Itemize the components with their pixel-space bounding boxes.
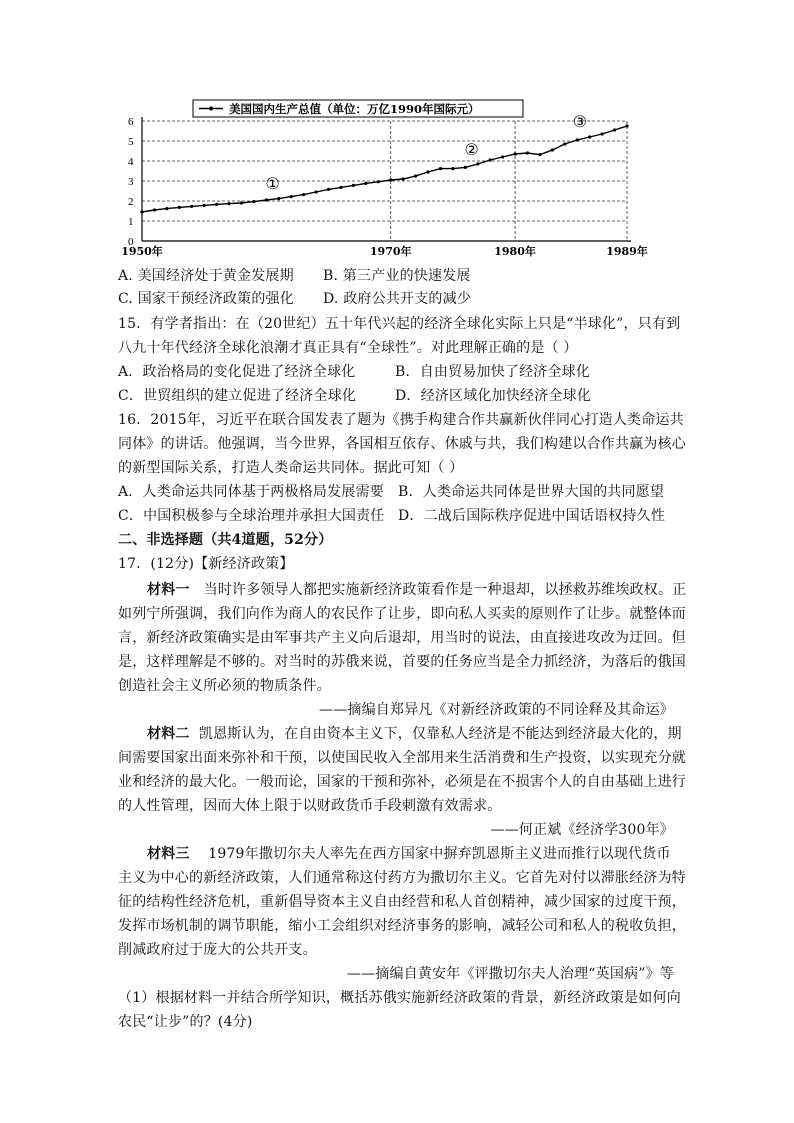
section-heading: 二、非选择题（共4道题，52分） xyxy=(118,532,333,548)
data-point xyxy=(563,142,566,145)
data-point xyxy=(339,186,342,189)
data-point xyxy=(513,152,516,155)
data-point xyxy=(277,197,280,200)
data-point xyxy=(265,198,268,201)
q16-option-b: B．人类命运共同体是世界大国的共同愿望 xyxy=(398,484,665,500)
series-line xyxy=(142,126,627,212)
q14-option-d: D. 政府公共开支的减少 xyxy=(323,291,472,307)
q16-option-c: C．中国积极参与全球治理并承担大国责任 xyxy=(118,508,385,524)
material-3-text: 1979年撒切尔夫人率先在西方国家中摒弃凯恩斯主义进而推行以现代货币 xyxy=(208,846,671,862)
material-2-line-2: 间需要国家出面来弥补和干预，以使国民收入全部用来生活消费和生产投资，以实现充分就 xyxy=(118,750,686,766)
q16-option-a: A．人类命运共同体基于两极格局发展需要 xyxy=(118,484,384,500)
q17-subquestion-1-line-1: （1）根据材料一并结合所学知识，概括苏俄实施新经济政策的背景，新经济政策是如何向 xyxy=(118,990,681,1006)
x-tick-label: 1970年 xyxy=(369,245,412,258)
material-3-line-5: 削减政府过于庞大的公共开支。 xyxy=(118,942,317,958)
material-2-label: 材料二 xyxy=(147,726,190,742)
q15-stem-line-1: 15．有学者指出：在（20世纪）五十年代兴起的经济全球化实际上只是“半球化”，只有到 xyxy=(118,316,681,332)
data-point xyxy=(538,153,541,156)
material-1-text: 当时许多领导人都把实施新经济政策看作是一种退却，以拯救苏维埃政权。正 xyxy=(203,582,687,598)
data-point xyxy=(439,167,442,170)
material-1-line-1 xyxy=(147,580,686,600)
data-point xyxy=(190,205,193,208)
x-tick-label: 1950年 xyxy=(121,245,163,258)
data-point xyxy=(464,166,467,169)
material-2-line-3: 业和经济的最大化。一般而论，国家的干预和弥补，必须是在不损害个人的自由基础上进行 xyxy=(118,774,686,790)
data-point xyxy=(377,180,380,183)
data-point xyxy=(526,151,529,154)
data-point xyxy=(364,182,367,185)
material-1-line-4: 是，这样理解是不够的。对当时的苏俄来说，首要的任务应当是全力抓经济，为落后的俄国 xyxy=(118,654,686,670)
y-tick-label: 2 xyxy=(128,196,134,208)
data-point xyxy=(625,124,628,127)
y-tick-label: 0 xyxy=(128,236,134,248)
data-point xyxy=(402,177,405,180)
q17-subquestion-1-line-2: 农民“让步”的？(4分) xyxy=(118,1014,253,1030)
data-point xyxy=(140,210,143,213)
data-point xyxy=(290,195,293,198)
q15-option-d: D．经济区域化加快经济全球化 xyxy=(395,388,592,404)
y-tick-label: 5 xyxy=(128,136,134,148)
legend-label: 美国国内生产总值（单位：万亿1990年国际元） xyxy=(229,102,480,116)
material-2-line-4: 的人性管理，因而大体上限于以财政货币手段刺激有效需求。 xyxy=(118,798,502,814)
q16-option-d: D．二战后国际秩序促进中国话语权持久性 xyxy=(398,508,666,524)
material-1-line-3: 言，新经济政策确实是由军事共产主义向后退却，用当时的说法，由直接进攻改为迂回。但 xyxy=(118,630,686,646)
material-3-line-2: 主义为中心的新经济政策，人们通常称这付药方为撒切尔主义。它首先对付以滞胀经济为特 xyxy=(118,870,686,886)
material-1-source: ——摘编自郑异凡《对新经济政策的不同诠释及其命运》 xyxy=(319,702,674,718)
data-point xyxy=(576,138,579,141)
material-3-line-3: 征的结构性经济危机，重新倡导资本主义自由经营和私人首创精神，减少国家的过度干预， xyxy=(118,894,686,910)
data-point xyxy=(252,200,255,203)
data-point xyxy=(414,174,417,177)
q14-option-c: C. 国家干预经济政策的强化 xyxy=(118,291,294,307)
chart-annotation-marker: ① xyxy=(265,174,280,193)
data-point xyxy=(613,128,616,131)
q15-option-a: A．政治格局的变化促进了经济全球化 xyxy=(118,364,356,380)
material-3-label: 材料三 xyxy=(147,846,190,862)
material-3-line-4: 发挥市场机制的调节职能，缩小工会组织对经济事务的影响，减轻公司和私人的税收负担， xyxy=(118,918,686,934)
data-point xyxy=(240,201,243,204)
data-point xyxy=(588,135,591,138)
data-point xyxy=(178,206,181,209)
q16-stem-line-2: 同体》的讲话。他强调，当今世界，各国相互依存、休戚与共，我们构建以合作共赢为核心 xyxy=(118,436,686,452)
material-1-line-5: 创造社会主义所必须的物质条件。 xyxy=(118,678,331,694)
material-1-line-2: 如列宁所强调，我们向作为商人的农民作了让步，即向私人买卖的原则作了让步。就整体而 xyxy=(118,606,686,622)
material-1-label: 材料一 xyxy=(147,582,190,598)
data-point xyxy=(601,132,604,135)
x-tick-label: 1980年 xyxy=(494,245,536,258)
data-point xyxy=(551,148,554,151)
x-tick-label: 1989年 xyxy=(606,245,648,258)
material-3-line-1 xyxy=(147,844,671,864)
material-2-source: ——何正斌《经济学300年》 xyxy=(490,822,674,838)
q14-option-a: A. 美国经济处于黄金发展期 xyxy=(118,268,294,284)
y-tick-label: 1 xyxy=(128,216,134,228)
chart-annotation-marker: ③ xyxy=(572,112,587,131)
data-point xyxy=(227,202,230,205)
y-tick-label: 4 xyxy=(128,156,134,168)
chart-canvas xyxy=(115,98,655,260)
data-point xyxy=(501,155,504,158)
data-point xyxy=(153,208,156,211)
data-point xyxy=(476,162,479,165)
data-point xyxy=(451,167,454,170)
data-point xyxy=(165,207,168,210)
data-point xyxy=(426,170,429,173)
data-point xyxy=(203,204,206,207)
data-point xyxy=(489,158,492,161)
chart-annotation-marker: ② xyxy=(464,140,479,159)
q16-stem-line-1: 16．2015年，习近平在联合国发表了题为《携手构建合作共赢新伙伴同心打造人类命运共 xyxy=(118,412,684,428)
data-point xyxy=(327,188,330,191)
q15-option-b: B．自由贸易加快了经济全球化 xyxy=(395,364,591,380)
data-point xyxy=(352,184,355,187)
data-point xyxy=(302,193,305,196)
material-2-text: 凯恩斯认为，在自由资本主义下，仅靠私人经济是不能达到经济最大化的，期 xyxy=(198,726,682,742)
data-point xyxy=(389,178,392,181)
material-3-source: ——摘编自黄安年《评撒切尔夫人治理“英国病”》等 xyxy=(346,966,674,982)
q17-heading: 17．(12分)【新经济政策】 xyxy=(118,556,294,572)
data-point xyxy=(215,203,218,206)
q15-option-c: C．世贸组织的建立促进了经济全球化 xyxy=(118,388,357,404)
data-point xyxy=(315,190,318,193)
q15-stem-line-2: 八九十年代经济全球化浪潮才真正具有“全球性”。对此理解正确的是（ ） xyxy=(118,340,578,356)
gdp-line-chart xyxy=(115,98,655,260)
y-tick-label: 6 xyxy=(128,116,134,128)
legend-marker-swatch xyxy=(209,107,213,111)
material-2-line-1 xyxy=(147,724,682,744)
q14-option-b: B. 第三产业的快速发展 xyxy=(323,268,471,284)
q16-stem-line-3: 的新型国际关系，打造人类命运共同体。据此可知（ ） xyxy=(118,460,464,476)
y-tick-label: 3 xyxy=(128,176,134,188)
